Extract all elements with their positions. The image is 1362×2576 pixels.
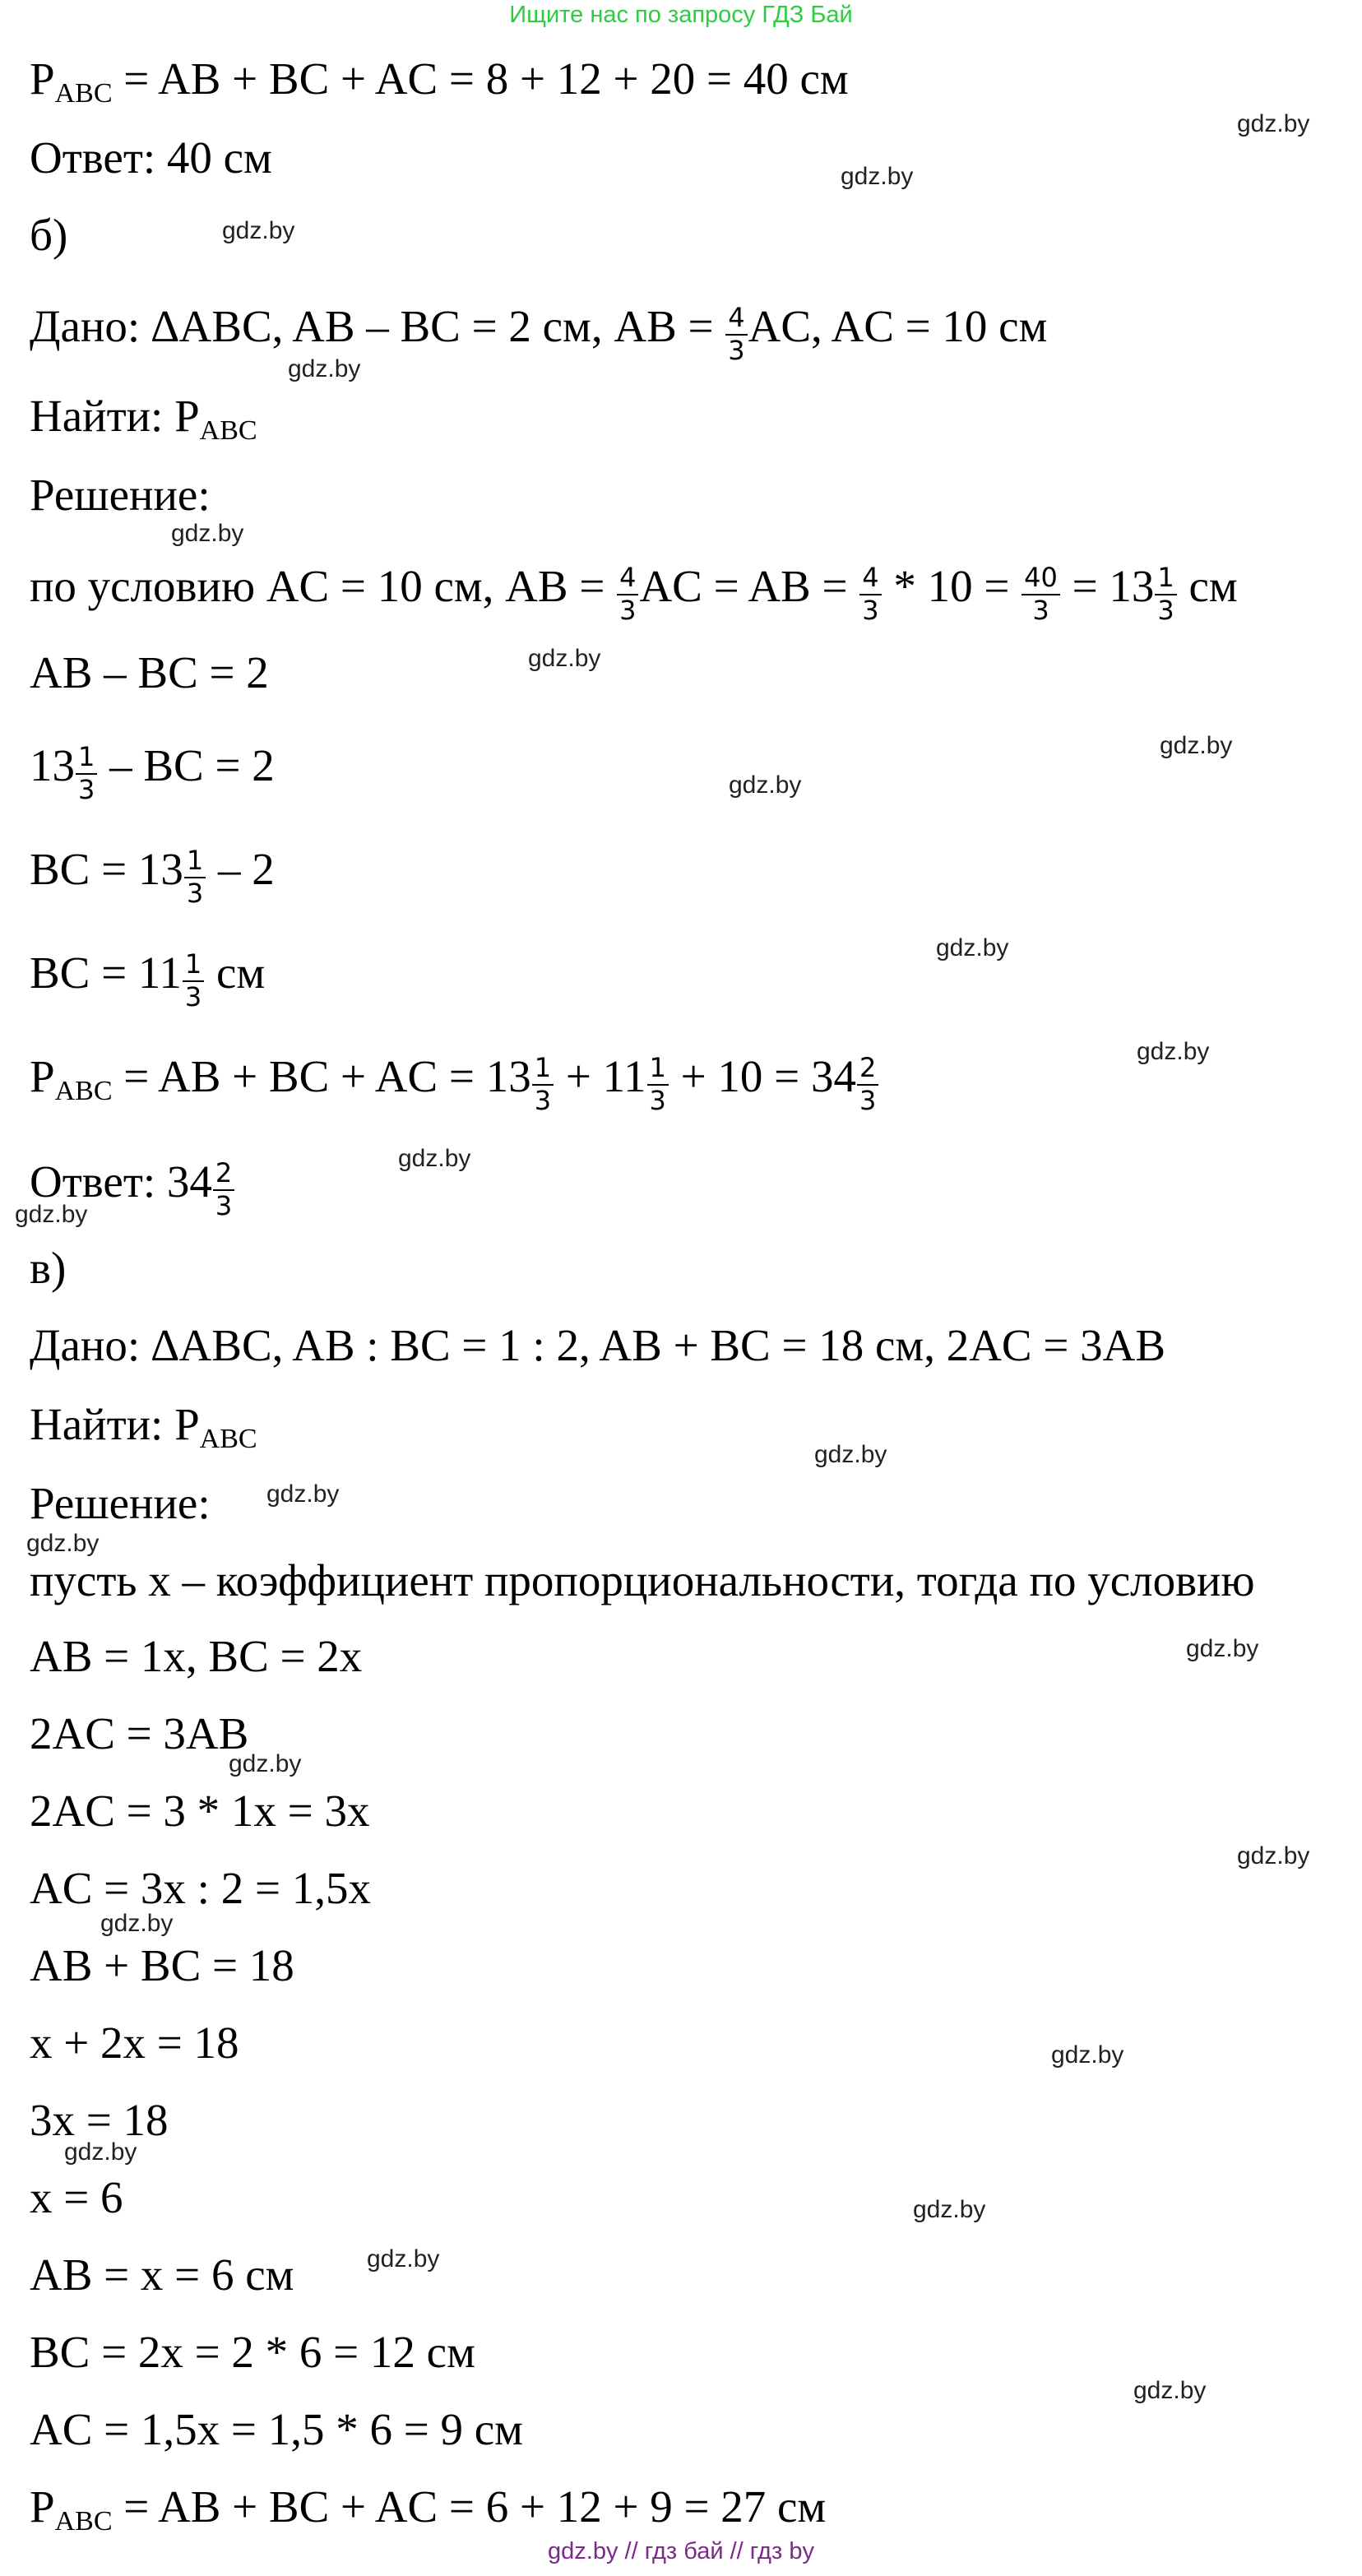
watermark: gdz.by — [171, 520, 244, 547]
fraction: $\frac{1}{3}$ — [184, 847, 206, 907]
watermark: gdz.by — [398, 1145, 471, 1172]
fraction: $\frac{1}{3}$ — [1155, 564, 1176, 624]
equation-line: x + 2x = 18 — [30, 2018, 239, 2068]
fraction: $\frac{2}{3}$ — [213, 1160, 234, 1220]
condition-line-b: по условию AC = 10 см, AB = $\frac{4}{3}$ AC = AB = $\frac{4}{3}$ * 10 = $\frac{40}{3}$ = 13 $\frac{1}{3}$ см — [30, 561, 1238, 626]
find-b: Найти: $P_{ABC}$ — [30, 391, 257, 446]
equation-line: AB + BC = 18 — [30, 1940, 294, 1990]
watermark: gdz.by — [222, 217, 295, 244]
text-line: пусть x – коэффициент пропорциональности, тогда по условию — [30, 1555, 1255, 1605]
given-v: Дано: ∆ABC, AB : BC = 1 : 2, AB + BC = 18 см, 2AC = 3AB — [30, 1320, 1166, 1370]
watermark: gdz.by — [729, 771, 802, 799]
equation-line: BC = 13 $\frac{1}{3}$ – 2 — [30, 844, 275, 909]
equation-line: AC = 1,5x = 1,5 * 6 = 9 см — [30, 2404, 523, 2454]
watermark: gdz.by — [100, 1910, 174, 1937]
section-v-label: в) — [30, 1243, 67, 1293]
equation-line: 2AC = 3AB — [30, 1708, 249, 1758]
equation-line: x = 6 — [30, 2172, 123, 2222]
watermark: gdz.by — [229, 1750, 302, 1777]
fraction: $\frac{4}{3}$ — [617, 564, 638, 624]
equation-line: 3x = 18 — [30, 2095, 169, 2145]
footer-links: gdz.by // гдз бай // гдз by — [548, 2538, 814, 2564]
watermark: gdz.by — [15, 1201, 88, 1228]
watermark: gdz.by — [288, 355, 361, 382]
solution-label-v: Решение: — [30, 1478, 211, 1528]
watermark: gdz.by — [1137, 1038, 1210, 1065]
solution-label-b: Решение: — [30, 470, 211, 520]
watermark: gdz.by — [1160, 732, 1233, 759]
fraction: $\frac{40}{3}$ — [1022, 564, 1060, 624]
watermark: gdz.by — [1237, 110, 1310, 137]
watermark: gdz.by — [1051, 2041, 1124, 2069]
watermark: gdz.by — [936, 934, 1009, 961]
equation-line: AB – BC = 2 — [30, 647, 269, 697]
find-v: Найти: $P_{ABC}$ — [30, 1399, 257, 1454]
fraction: $\frac{1}{3}$ — [532, 1054, 554, 1114]
fraction: $\frac{1}{3}$ — [647, 1054, 669, 1114]
perimeter-line-v: $P_{ABC}$ = AB + BC + AC = 6 + 12 + 9 = 27 см — [30, 2481, 827, 2537]
fraction: $\frac{4}{3}$ — [859, 564, 881, 624]
equation-line: AB = x = 6 см — [30, 2249, 294, 2300]
watermark: gdz.by — [841, 163, 914, 190]
watermark: gdz.by — [1133, 2377, 1207, 2404]
fraction: $\frac{1}{3}$ — [76, 744, 97, 804]
answer-b: Ответ: 34 $\frac{2}{3}$ — [30, 1156, 235, 1216]
answer-a: Ответ: 40 см — [30, 132, 272, 183]
watermark: gdz.by — [528, 645, 601, 672]
fraction: $\frac{2}{3}$ — [857, 1054, 878, 1114]
fraction: $\frac{4}{3}$ — [725, 304, 747, 364]
equation-line: 2AC = 3 * 1x = 3x — [30, 1786, 370, 1836]
given-b: Дано: ∆ABC, AB – BC = 2 см, AB = $\frac{4}{3}$ AC, AC = 10 см — [30, 301, 1048, 366]
equation-line: BC = 2x = 2 * 6 = 12 см — [30, 2327, 475, 2377]
watermark: gdz.by — [1237, 1842, 1310, 1869]
equation-line: 13 $\frac{1}{3}$ – BC = 2 — [30, 740, 275, 805]
watermark: gdz.by — [64, 2138, 137, 2166]
fraction: $\frac{1}{3}$ — [183, 951, 204, 1011]
equation-line: AC = 3x : 2 = 1,5x — [30, 1863, 371, 1913]
watermark: gdz.by — [814, 1441, 887, 1468]
perimeter-line-a: $P_{ABC}$ = AB + BC + AC = 8 + 12 + 20 = 40 см — [30, 53, 849, 109]
watermark: gdz.by — [266, 1480, 340, 1508]
search-hint: Ищите нас по запросу ГДЗ Бай — [509, 2, 853, 28]
section-b-label: б) — [30, 210, 68, 260]
watermark: gdz.by — [26, 1530, 100, 1557]
equation-line: BC = 11 $\frac{1}{3}$ см — [30, 947, 266, 1012]
watermark: gdz.by — [1186, 1635, 1259, 1662]
equation-line: AB = 1x, BC = 2x — [30, 1631, 363, 1681]
watermark: gdz.by — [913, 2196, 986, 2223]
perimeter-line-b: $P_{ABC}$ = AB + BC + AC = 13 $\frac{1}{3}$ + 11 $\frac{1}{3}$ + 10 = 34 $\frac{2}{3}$ — [30, 1051, 879, 1111]
watermark: gdz.by — [367, 2245, 440, 2273]
